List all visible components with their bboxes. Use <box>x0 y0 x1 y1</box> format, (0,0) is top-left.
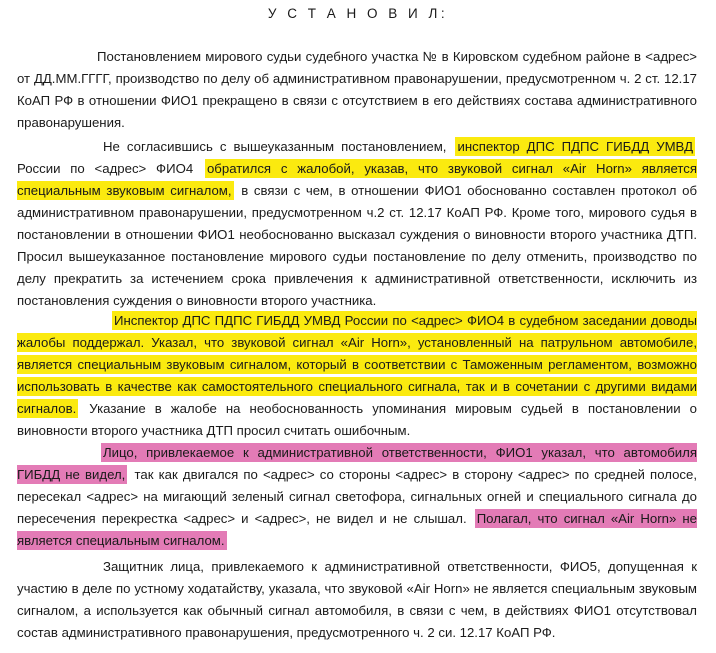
text-segment: Защитник лица, привлекаемого к административной ответственности, ФИО5, допущенная к участию в деле по устному ходатайству, указала, что звуковой «Air Horn» не является специальным звуковым сигналом, а используется как обычный сигнал автомобиля, в связи с чем, в действиях ФИО1 отсутствовал состав административного правонарушения, предусмотренного ч. 2 си. 12.17 КоАП РФ. <box>17 559 697 641</box>
highlight-pink: Полагал, что сигнал «Air Horn» не является специальным сигналом. <box>17 511 697 549</box>
text-segment: Не согласившись с вышеуказанным постановлением, <box>103 139 454 155</box>
text-segment: в связи с чем, в отношении ФИО1 обоснованно составлен протокол об административном правонарушении, предусмотренном ч.2 ст. 12.17 КоАП РФ. Кроме того, мирового судья в постановлении в отношении ФИО1 необоснованно высказал суждения о виновности второго участника ДТП. Просил вышеуказанное постановление мирового судьи постановление по делу отменить, производство по делу прекратить за истечением срока привлечения к административной ответственности, исключить из постановления суждения о виновности второго участника. <box>17 183 697 309</box>
paragraph-defendant-testimony <box>17 442 697 552</box>
paragraph-appeal <box>17 136 697 312</box>
paragraph-defender-testimony <box>17 556 697 644</box>
document-heading: У С Т А Н О В И Л: <box>267 6 449 21</box>
text-segment: Указание в жалобе на необоснованность упоминания мировым судьей в постановлении о виновности второго участника ДТП просил считать ошибочным. <box>17 401 697 439</box>
paragraph-ruling <box>17 46 697 134</box>
text-segment: России по <адрес> ФИО4 <box>17 161 203 177</box>
text-segment: так как двигался по <адрес> со стороны <адрес> в сторону <адрес> по средней полосе, пересекал <адрес> на мигающий зеленый сигнал светофора, сигнальных огней и специального сигнала до пересечения перекрестка <адрес> и <адрес>, не видел и не слышал. <box>17 467 698 527</box>
highlight-pink: Лицо, привлекаемое к административной ответственности, ФИО1 указал, что автомобиля ГИБДД не видел, <box>17 445 697 483</box>
highlight-yellow: Инспектор ДПС ПДПС ГИБДД УМВД России по <адрес> ФИО4 в судебном заседании доводы жалобы поддержал. Указал, что звуковой сигнал «Air Horn», установленный на патрульном автомобиле, является специальным звуковым сигналом, который в соответствии с Таможенным регламентом, возможно использовать в качестве как самостоятельного специального сигнала, так и в сочетании с другими видами сигналов. <box>17 313 697 417</box>
paragraph-inspector-testimony <box>17 310 697 442</box>
text-segment: Постановлением мирового судьи судебного участка № в Кировском судебном районе в <адрес> от ДД.ММ.ГГГГ, производство по делу об административном правонарушении, предусмотренном ч. 2 ст. 12.17 КоАП РФ в отношении ФИО1 прекращено в связи с отсутствием в его действиях состава административного правонарушения. <box>17 49 697 131</box>
highlight-yellow: инспектор ДПС ПДПС ГИБДД УМВД <box>457 139 693 155</box>
highlight-yellow: обратился с жалобой, указав, что звуковой сигнал «Air Horn» является специальным звуковым сигналом, <box>17 161 697 199</box>
